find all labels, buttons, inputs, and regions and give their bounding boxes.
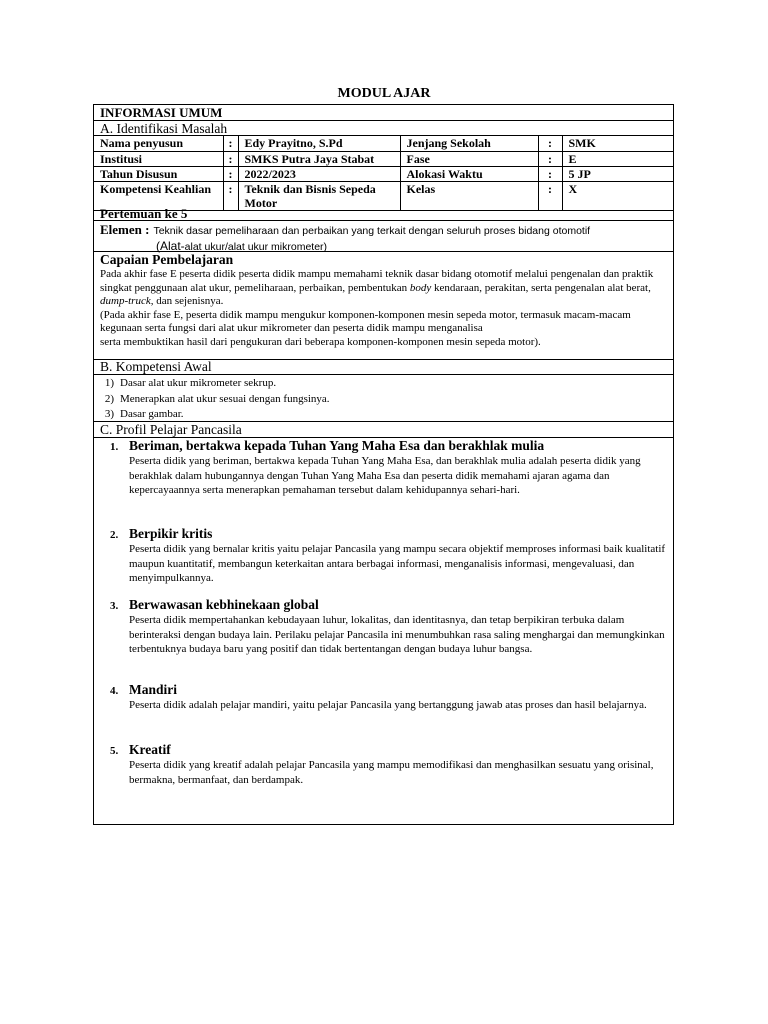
module-frame [93,104,674,825]
profil-title: Berwawasan kebhinekaan global [129,597,319,612]
kompetensi-awal-item [104,377,277,389]
informasi-umum-header: INFORMASI UMUM [94,105,673,121]
profil-description: Peserta didik yang kreatif adalah pelajar Pancasila yang mampu memodifikasi dan menghasilkan sesuatu yang orisinal, bermakna, bermanfaat, dan berdampak. [129,759,654,786]
pertemuan-row: Pertemuan ke 5 [94,207,673,221]
profil-title: Berpikir kritis [129,526,213,541]
ident-label: Institusi [94,151,223,166]
ident-colon: : [538,166,562,181]
ident-label: Tahun Disusun [94,166,223,181]
kompetensi-awal-number: 3) [104,408,114,420]
ident-value: 2022/2023 [238,166,400,181]
ident-colon: : [223,136,238,151]
document-title: MODUL AJAR [337,86,431,101]
elemen-sub-prefix: (Alat- [156,239,185,253]
ident-value: Teknik dan Bisnis Sepeda Motor [238,181,400,210]
profil-description: Peserta didik mempertahankan kebudayaan luhur, lokalitas, dan identitasnya, dan tetap berpikiran terbuka dalam berinteraksi dengan budaya lain. Perilaku pelajar Pancasila ini menumbuhkan rasa saling menghargai dan memungkinkan terbentuknya budaya baru yang positif dan tidak bertentangan dengan budaya luhur bangsa. [129,614,665,655]
profil-description: Peserta didik adalah pelajar mandiri, yaitu pelajar Pancasila yang bertanggung jawab atas proses dan hasil belajarnya. [129,699,647,711]
ident-row-institusi [94,151,673,166]
kompetensi-awal-text: Dasar gambar. [120,408,184,420]
kompetensi-awal-header: B. Kompetensi Awal [94,360,673,375]
kompetensi-awal-item [104,392,330,405]
ident-label: Kompetensi Keahlian [94,181,223,210]
capaian-section [94,252,673,360]
elemen-text: Teknik dasar pemeliharaan dan perbaikan yang terkait dengan seluruh proses bidang otomotif [153,225,591,237]
kompetensi-awal-section [94,375,673,422]
ident-label: Jenjang Sekolah [400,136,538,151]
ident-colon: : [538,181,562,210]
kompetensi-awal-item [104,408,184,420]
ident-label: Alokasi Waktu [400,166,538,181]
elemen-sub-rest: alat ukur/alat ukur mikrometer) [184,241,328,253]
ident-label: Nama penyusun [94,136,223,151]
ident-row-nama-penyusun [94,136,673,151]
capaian-paragraph-2: (Pada akhir fase E, peserta didik mampu mengukur komponen-komponen mesin sepeda motor, termasuk macam-macam kegunaan serta fungsi dari alat ukur mikrometer dan peserta didik mampu menganalisa [100,308,631,334]
capaian-paragraph-3: serta membuktikan hasil dari pengukuran dari beberapa komponen-komponen mesin sepeda motor). [100,335,541,348]
profil-number: 4. [110,685,119,697]
profil-header: C. Profil Pelajar Pancasila [94,422,673,438]
capaian-paragraph-1: Pada akhir fase E peserta didik peserta didik mampu memahami teknik dasar bidang otomotif melalui pengenalan dan praktik singkat penggunaan alat ukur, pemeliharaan, perbaikan, pembentukan body kendaraan, perakitan, serta pengenalan alat berat, dump-truck, dan sejenisnya. [100,268,654,307]
ident-value: E [562,151,673,166]
ident-label: Fase [400,151,538,166]
ident-row-tahun-disusun [94,166,673,181]
kompetensi-awal-text: Menerapkan alat ukur sesuai dengan fungsinya. [120,392,330,405]
kompetensi-awal-number: 2) [104,392,114,405]
profil-title: Beriman, bertakwa kepada Tuhan Yang Maha Esa dan berakhlak mulia [129,438,545,453]
ident-colon: : [223,181,238,210]
profil-number: 3. [110,600,119,612]
kompetensi-awal-text: Dasar alat ukur mikrometer sekrup. [120,377,277,389]
ident-colon: : [223,151,238,166]
capaian-header: Capaian Pembelajaran [100,252,234,267]
ident-colon: : [538,136,562,151]
ident-value: 5 JP [562,166,673,181]
ident-value: Edy Prayitno, S.Pd [238,136,400,151]
elemen-row [94,221,673,252]
profil-number: 1. [110,441,119,453]
profil-description: Peserta didik yang beriman, bertakwa kepada Tuhan Yang Maha Esa, dan berakhlak mulia adalah peserta didik yang berakhlak dalam hubungannya dengan Tuhan Yang Maha Esa dan peserta didik memahami ajaran agama dan kepercayaannya serta menerapkan pemahaman tersebut dalam kehidupannya sehari-hari. [129,455,641,496]
profil-description: Peserta didik yang bernalar kritis yaitu pelajar Pancasila yang mampu secara objektif memproses informasi baik kualitatif maupun kuantitatif, membangun keterkaitan antara berbagai informasi, menganalisis informasi, mengevaluasi, dan menyimpulkannya. [129,543,666,584]
ident-colon: : [223,166,238,181]
profil-title: Mandiri [129,682,178,697]
kompetensi-awal-number: 1) [104,377,114,389]
profil-title: Kreatif [129,742,171,757]
identifikasi-table [94,136,673,211]
ident-value: SMKS Putra Jaya Stabat [238,151,400,166]
ident-value: SMK [562,136,673,151]
ident-value: X [562,181,673,210]
ident-label: Kelas [400,181,538,210]
profil-number: 5. [110,745,119,757]
profil-number: 2. [110,529,119,541]
ident-colon: : [538,151,562,166]
elemen-label: Elemen : [100,222,150,237]
identifikasi-header: A. Identifikasi Masalah [94,121,673,136]
